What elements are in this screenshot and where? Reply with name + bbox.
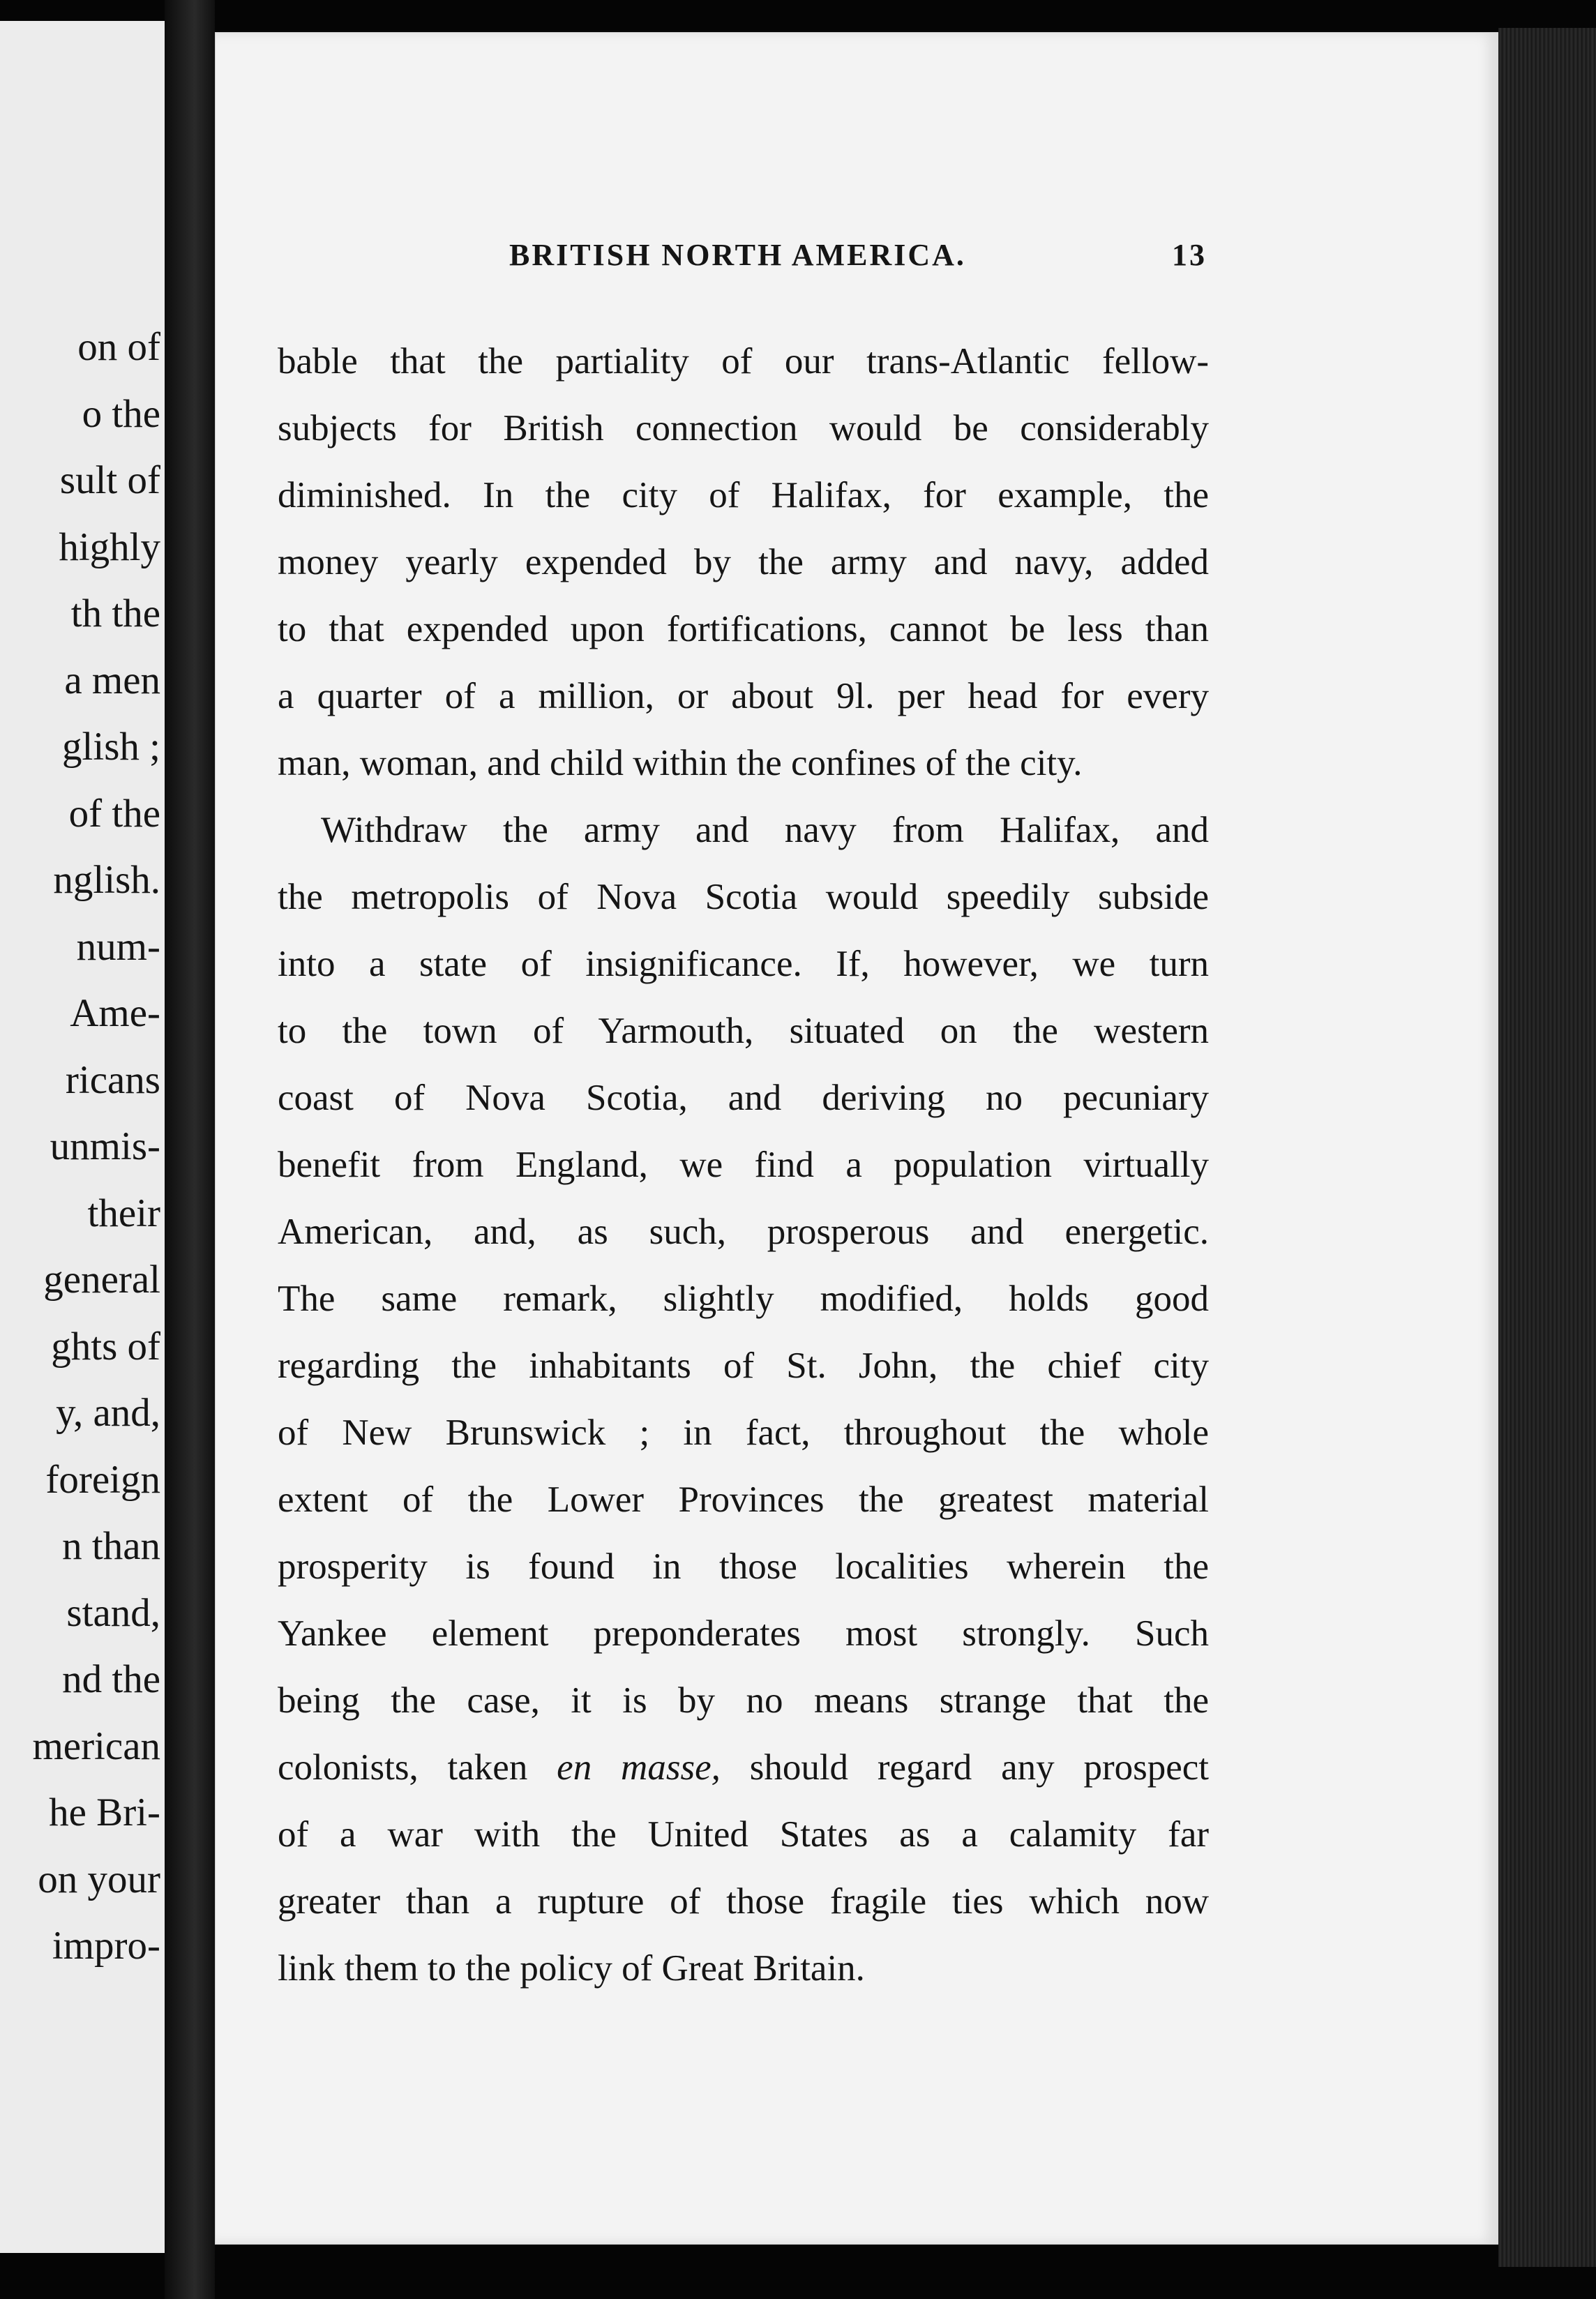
text-line: the metropolis of Nova Scotia would speedily subside xyxy=(278,877,1209,917)
previous-page-line: y, and, xyxy=(56,1391,160,1435)
text-line: benefit from England, we find a population virtually xyxy=(278,1145,1209,1185)
book-gutter xyxy=(165,0,215,2299)
previous-page-line: on of xyxy=(77,325,160,369)
previous-page-line: num- xyxy=(76,924,160,969)
previous-page-line: n than xyxy=(62,1524,160,1568)
previous-page-line: merican xyxy=(32,1724,160,1768)
previous-page-line: Ame- xyxy=(70,991,160,1035)
text-line: to the town of Yarmouth, situated on the western xyxy=(278,1011,1209,1051)
text-line: of New Brunswick ; in fact, throughout the whole xyxy=(278,1412,1209,1453)
paragraph xyxy=(278,328,1209,797)
previous-page-line: glish ; xyxy=(62,725,160,769)
running-title: BRITISH NORTH AMERICA. xyxy=(509,238,966,272)
previous-page-line: ghts of xyxy=(51,1324,160,1369)
text-line: a quarter of a million, or about 9l. per head for every xyxy=(278,676,1209,716)
text-line: greater than a rupture of those fragile ties which now xyxy=(278,1881,1209,1922)
previous-page-line: stand, xyxy=(66,1590,160,1635)
previous-page-line: nglish. xyxy=(53,858,160,902)
text-line: bable that the partiality of our trans-Atlantic fellow- xyxy=(278,341,1209,382)
text-line: of a war with the United States as a calamity far xyxy=(278,1814,1209,1855)
text-line: American, and, as such, prosperous and energetic. xyxy=(278,1212,1209,1252)
text-line: prosperity is found in those localities wherein the xyxy=(278,1546,1209,1587)
previous-page-line: impro- xyxy=(52,1924,160,1968)
text-line: The same remark, slightly modified, holds good xyxy=(278,1279,1209,1319)
text-line: into a state of insignificance. If, however, we turn xyxy=(278,944,1209,984)
text-run: should regard any prospect xyxy=(720,1747,1209,1788)
text-line: coast of Nova Scotia, and deriving no pecuniary xyxy=(278,1078,1209,1118)
page-number: 13 xyxy=(1172,238,1207,272)
page-edges xyxy=(1498,28,1596,2267)
previous-page-line: general xyxy=(43,1258,160,1302)
text-line: being the case, it is by no means strange that the xyxy=(278,1680,1209,1721)
text-line: Withdraw the army and navy from Halifax, and xyxy=(321,810,1209,850)
text-line: Yankee element preponderates most strongly. Such xyxy=(278,1613,1209,1654)
previous-page-line: nd the xyxy=(62,1657,160,1701)
previous-page-line: foreign xyxy=(45,1457,160,1502)
previous-page-line: unmis- xyxy=(50,1124,160,1168)
paragraph xyxy=(278,797,1209,2002)
text-line: money yearly expended by the army and navy, added xyxy=(278,542,1209,582)
previous-page-line: their xyxy=(87,1191,160,1235)
previous-page-fragment xyxy=(0,21,166,2253)
previous-page-line: he Bri- xyxy=(49,1791,160,1834)
body-text xyxy=(278,328,1209,2002)
previous-page-line: a men xyxy=(64,658,160,702)
text-line-with-italic xyxy=(278,1734,1209,1801)
running-head xyxy=(293,237,1207,279)
previous-page-line: ricans xyxy=(65,1057,160,1102)
previous-page-line: highly xyxy=(59,525,160,569)
italic-phrase: en masse, xyxy=(557,1747,721,1788)
text-line: extent of the Lower Provinces the greatest material xyxy=(278,1479,1209,1520)
text-line: regarding the inhabitants of St. John, the chief city xyxy=(278,1346,1209,1386)
previous-page-line: sult of xyxy=(59,458,160,502)
text-line: to that expended upon fortifications, cannot be less than xyxy=(278,609,1209,649)
previous-page-line: th the xyxy=(70,591,160,635)
text-line: diminished. In the city of Halifax, for example, the xyxy=(278,475,1209,515)
text-line: link them to the policy of Great Britain. xyxy=(278,1948,865,1989)
previous-page-line: of the xyxy=(68,791,160,836)
previous-page-line: o the xyxy=(82,391,160,436)
text-line: man, woman, and child within the confines of the city. xyxy=(278,743,1083,783)
text-run: colonists, taken xyxy=(278,1747,557,1788)
text-line: subjects for British connection would be considerably xyxy=(278,408,1209,449)
previous-page-line: on your xyxy=(38,1857,160,1901)
